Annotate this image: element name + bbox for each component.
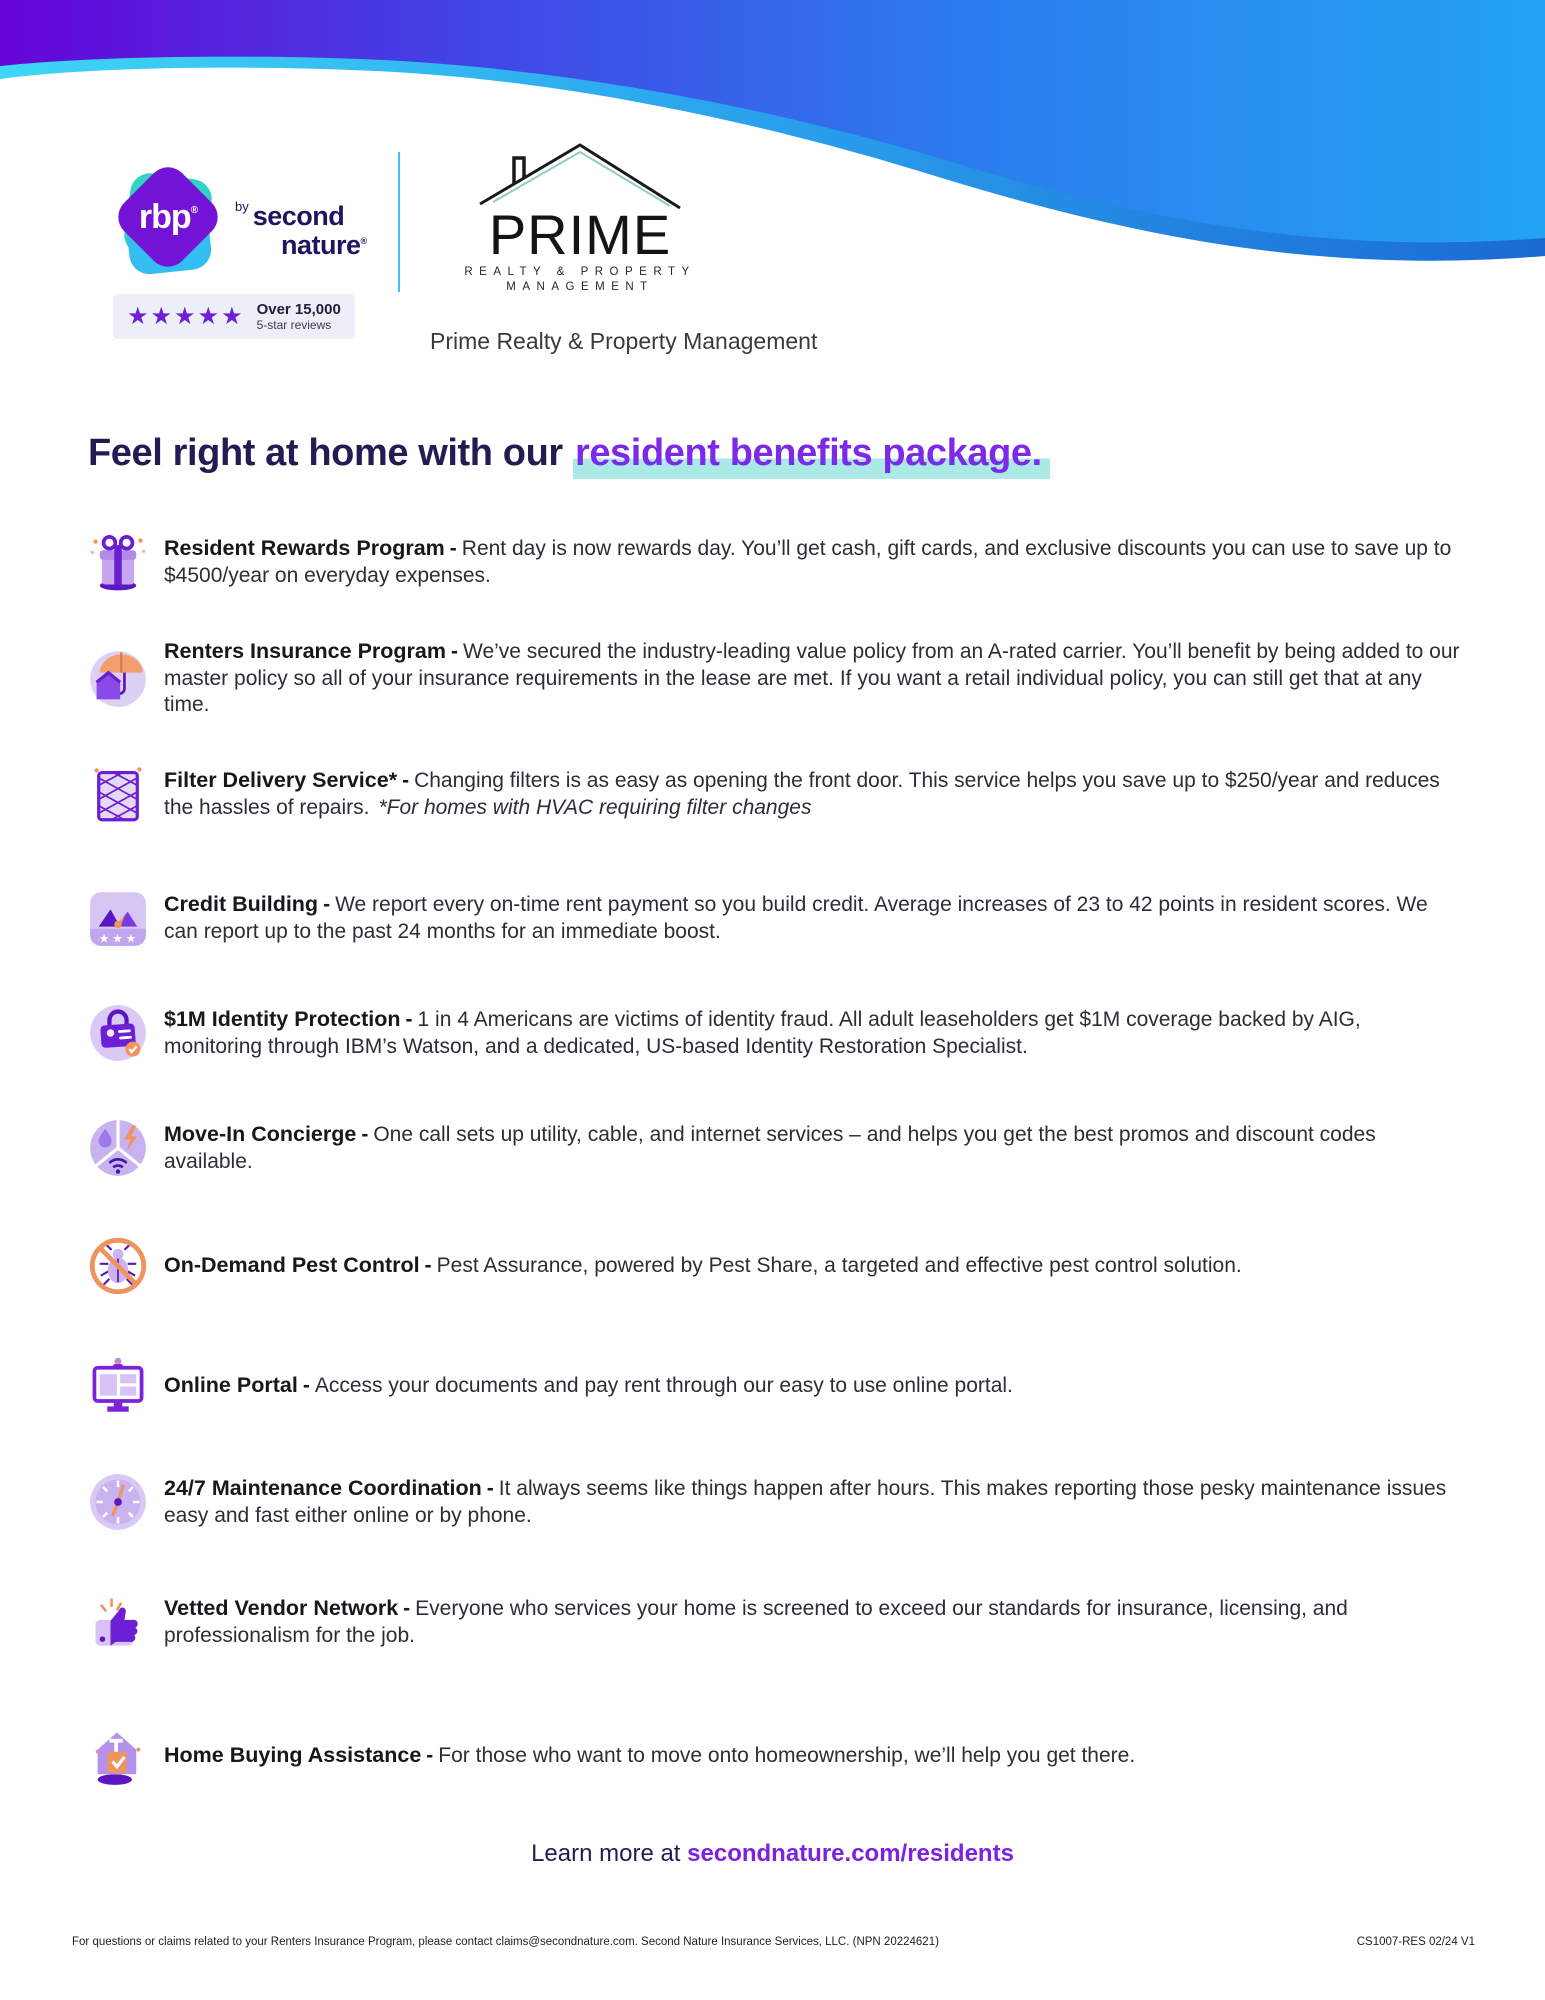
- benefit-title: Resident Rewards Program: [164, 536, 445, 560]
- benefit-text: Vetted Vendor Network - Everyone who services your home is screened to exceed our standards for insurance, licensing, and professionalism for the job.: [164, 1596, 1348, 1647]
- benefit-title: Vetted Vendor Network: [164, 1596, 399, 1620]
- benefit-item: [88, 764, 1460, 824]
- rbp-logo: [107, 158, 229, 280]
- benefit-text: 24/7 Maintenance Coordination - It always seems like things happen after hours. This makes reporting those pesky maintenance issues easy and fast either online or by phone.: [164, 1476, 1447, 1527]
- credit-gauge-icon: [88, 888, 148, 948]
- rbp-reg-mark: ®: [190, 204, 198, 216]
- benefit-item: [88, 1726, 1460, 1786]
- svg-text:★: ★: [112, 932, 123, 946]
- svg-text:★: ★: [125, 932, 137, 946]
- second-nature-logo: [235, 194, 367, 258]
- benefit-text: Filter Delivery Service* - Changing filters is as easy as opening the front door. This service helps you save up to $250/year and reduces the hassles of repairs. *For homes with HVAC requiring filter changes: [164, 768, 1440, 819]
- benefit-item: [88, 1118, 1460, 1178]
- prime-subtitle-1: REALTY & PROPERTY: [464, 266, 696, 278]
- online-portal-icon: [88, 1356, 148, 1416]
- identity-card-icon: [88, 1003, 148, 1063]
- benefit-title: Move-In Concierge: [164, 1122, 357, 1146]
- page-title: Feel right at home with our resident benefits package.: [88, 432, 1488, 475]
- benefit-title: $1M Identity Protection: [164, 1007, 401, 1031]
- nature-label: nature®: [281, 230, 367, 260]
- benefit-item: [88, 532, 1460, 592]
- partner-name: Prime Realty & Property Management: [430, 328, 818, 354]
- benefit-text: Online Portal - Access your documents and pay rent through our easy to use online portal.: [164, 1373, 1013, 1398]
- reviews-badge: [113, 294, 355, 339]
- umbrella-house-icon: [88, 648, 148, 708]
- headline-highlight: resident benefits package.: [573, 432, 1050, 479]
- benefit-text: Resident Rewards Program - Rent day is now rewards day. You’ll get cash, gift cards, and exclusive discounts you can use to save up to $4500/year on everyday expenses.: [164, 536, 1452, 587]
- svg-text:★: ★: [98, 932, 110, 946]
- prime-wordmark: PRIME: [488, 203, 672, 266]
- benefit-text: Renters Insurance Program - We’ve secured the industry-leading value policy from an A-rated carrier. You’ll benefit by being added to our master policy so all of your insurance requirements in the lease are met. If you want a retail individual policy, you can still get that at any time.: [164, 639, 1460, 716]
- benefit-text: Credit Building - We report every on-time rent payment so you build credit. Average increases of 23 to 42 points in resident scores. We can report up to the past 24 months for an immediate boost.: [164, 892, 1428, 943]
- prime-logo: [430, 138, 730, 293]
- document-code: CS1007-RES 02/24 V1: [1356, 1936, 1475, 1948]
- benefit-title: 24/7 Maintenance Coordination: [164, 1476, 482, 1500]
- rbp-logo-text: rbp ®: [138, 197, 198, 236]
- benefit-text: Move-In Concierge - One call sets up utility, cable, and internet services – and helps you get the best promos and discount codes available.: [164, 1122, 1376, 1173]
- footer-line: [72, 1936, 1475, 1948]
- benefit-item: [88, 888, 1460, 948]
- benefit-title: Filter Delivery Service*: [164, 768, 398, 792]
- air-filter-icon: [88, 764, 148, 824]
- thumbs-up-icon: [88, 1592, 148, 1652]
- reviews-count: Over 15,000: [256, 301, 341, 318]
- prime-subtitle-2: MANAGEMENT: [506, 281, 654, 293]
- benefit-title: Online Portal: [164, 1373, 298, 1398]
- benefit-item: [88, 638, 1460, 719]
- benefit-item: [88, 1003, 1460, 1063]
- benefit-item: [88, 1592, 1460, 1652]
- gift-icon: [88, 532, 148, 592]
- insurance-disclaimer: For questions or claims related to your Renters Insurance Program, please contact claims@secondnature.com. Second Nature Insurance Services, LLC. (NPN 20224621): [72, 1936, 939, 1948]
- benefit-title: On-Demand Pest Control: [164, 1253, 420, 1278]
- benefit-item: [88, 1236, 1460, 1296]
- benefit-title: Home Buying Assistance: [164, 1743, 422, 1768]
- benefit-item: [88, 1356, 1460, 1416]
- reviews-label: 5-star reviews: [256, 318, 332, 332]
- second-label: second: [252, 201, 345, 231]
- benefit-text: On-Demand Pest Control - Pest Assurance, powered by Pest Share, a targeted and effective pest control solution.: [164, 1253, 1242, 1278]
- benefit-title: Renters Insurance Program: [164, 639, 446, 663]
- brand-bar: [95, 150, 1195, 360]
- logo-divider: [398, 152, 400, 292]
- by-label: by: [235, 199, 249, 214]
- house-check-icon: [88, 1726, 148, 1786]
- clock-icon: [88, 1472, 148, 1532]
- five-stars-icon: ★★★★★: [127, 302, 245, 330]
- benefit-text: $1M Identity Protection - 1 in 4 Americans are victims of identity fraud. All adult leaseholders get $1M coverage backed by AIG, monitoring through IBM’s Watson, and a dedicated, US-based Identity Restoration Specialist.: [164, 1007, 1361, 1058]
- benefit-item: [88, 1472, 1460, 1532]
- learn-more: Learn more at secondnature.com/residents: [531, 1840, 1014, 1867]
- no-pest-icon: [88, 1236, 148, 1296]
- benefit-note: *For homes with HVAC requiring filter changes: [378, 795, 812, 819]
- secondnature-residents-link[interactable]: secondnature.com/residents: [687, 1840, 1014, 1867]
- benefit-text: Home Buying Assistance - For those who want to move onto homeownership, we’ll help you get there.: [164, 1743, 1136, 1768]
- benefit-title: Credit Building: [164, 892, 319, 916]
- utilities-icon: [88, 1118, 148, 1178]
